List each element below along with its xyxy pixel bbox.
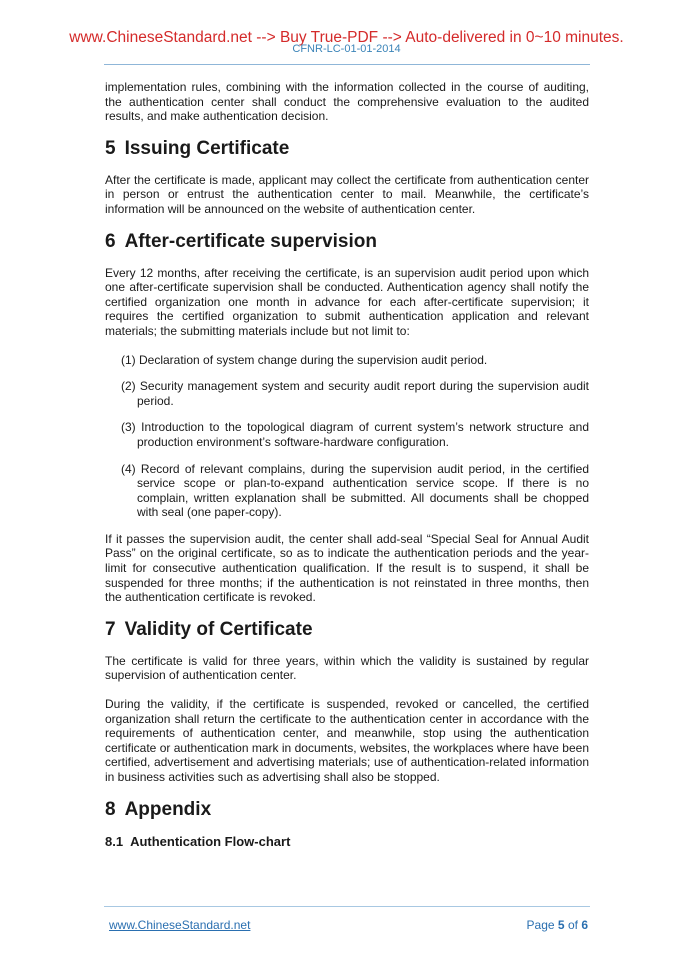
page-indicator (527, 918, 588, 932)
section-number: 6 (105, 230, 116, 252)
section-7-paragraph: The certificate is valid for three years, within which the validity is sustained by regular supervision of authentication center. (105, 653, 589, 683)
promo-banner[interactable]: www.ChineseStandard.net --> Buy True-PDF --> Auto-delivered in 0~10 minutes. (69, 29, 624, 46)
list-item: (4) Record of relevant complains, during the supervision audit period, in the certified service scope or plan-to-expand authentication service scope. If there is no complain, written explanation shall be submitted. All documents shall be chopped with seal (one paper-copy). (121, 461, 589, 520)
section-title: Validity of Certificate (124, 618, 313, 640)
section-6-paragraph: Every 12 months, after receiving the certificate, is an supervision audit period upon which one after-certificate supervision shall be conducted. Authentication agency shall notify the certified organization one month in advance for each after-certificate supervision; it requires the certified organization to submit authentication application and relevant materials; the submitting materials include but not limit to: (105, 265, 589, 338)
list-item: (3) Introduction to the topological diagram of current system’s network structure and production environment’s software-hardware configuration. (121, 420, 589, 449)
intro-paragraph: implementation rules, combining with the information collected in the course of auditing, the authentication center shall conduct the comprehensive evaluation to the audited results, and make authentication decision. (105, 80, 589, 124)
subsection-title: Authentication Flow-chart (130, 833, 291, 849)
section-number: 8 (105, 798, 116, 820)
section-5-heading (105, 138, 589, 160)
section-6-paragraph-2: If it passes the supervision audit, the center shall add-seal “Special Seal for Annual Audit Pass” on the original certificate, so as to indicate the authentication periods and the year-limit for consecutive authentication qualification. If the result is to suspend, it shall be suspended for three months; if the authentication is not reinstated in three months, then the authentication certificate is revoked. (105, 531, 589, 605)
footer-website-link[interactable]: www.ChineseStandard.net (109, 918, 251, 932)
section-title: Appendix (124, 798, 212, 820)
section-number: 7 (105, 618, 116, 640)
section-5-paragraph: After the certificate is made, applicant may collect the certificate from authentication center in person or entrust the authentication center to mail. Meanwhile, the certificate’s information will be announced on the website of authentication center. (105, 172, 589, 216)
section-7-heading (105, 619, 589, 641)
total-pages: 6 (581, 918, 588, 932)
current-page: 5 (557, 918, 565, 932)
subsection-8-1-heading (105, 834, 589, 850)
section-number: 5 (105, 137, 116, 159)
document-id: CFNR-LC-01-01-2014 (292, 43, 401, 55)
section-8-heading (105, 799, 589, 821)
header-divider (104, 64, 590, 65)
subsection-number: 8.1 (105, 833, 124, 849)
section-7-paragraph-2: During the validity, if the certificate is suspended, revoked or cancelled, the certified organization shall return the certificate to the authentication center in accordance with the requirements of authentication center, and meanwhile, stop using the authentication certificate or authentication mark in documents, websites, the workplaces where have been certified, advertisement and advertising materials; use of authentication-related information in business activities such as advertising shall also be stopped. (105, 697, 589, 784)
section-title: Issuing Certificate (124, 137, 290, 159)
section-6-heading (105, 231, 589, 253)
page-content (105, 80, 589, 850)
page-of: of (567, 918, 578, 932)
page-prefix: Page (526, 918, 555, 932)
section-title: After-certificate supervision (124, 230, 377, 252)
list-item: (2) Security management system and security audit report during the supervision audit period. (121, 379, 589, 408)
footer-divider (104, 906, 590, 907)
list-item: (1) Declaration of system change during the supervision audit period. (121, 352, 488, 367)
